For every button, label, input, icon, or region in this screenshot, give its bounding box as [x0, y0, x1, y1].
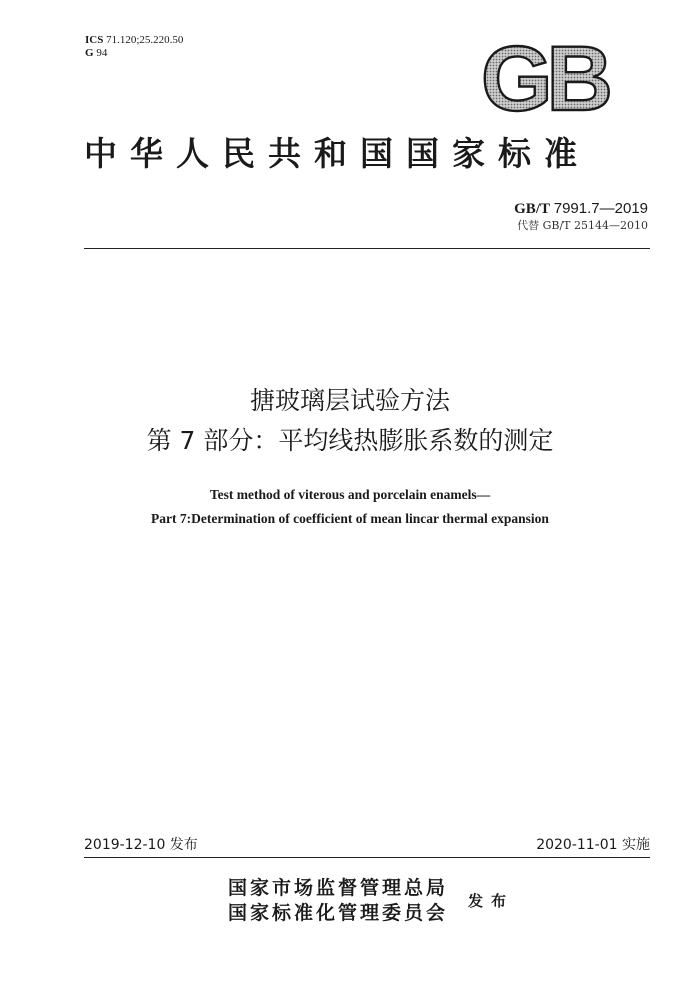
- title-en-line2: Part 7:Determination of coefficient of mean lincar thermal expansion: [151, 511, 549, 526]
- national-standard-title: 中华人民共和国国家标准: [84, 134, 590, 173]
- header-divider: [84, 248, 650, 249]
- footer-divider: [84, 857, 650, 858]
- issuer-sac: 国家标准化管理委员会: [228, 902, 449, 924]
- issuer-samr: 国家市场监督管理总局: [228, 877, 449, 899]
- ics-label: ICS: [85, 34, 104, 46]
- standard-number-value: 7991.7—2019: [553, 200, 648, 217]
- implementation-date: 2020-11-01 实施: [536, 837, 650, 853]
- classification-codes: [85, 34, 183, 60]
- issue-date: 2019-12-10 发布: [84, 837, 198, 853]
- standard-prefix: GB/T: [514, 201, 550, 217]
- title-cn-line2: 第 7 部分：平均线热膨胀系数的测定: [146, 426, 554, 455]
- ccs-code: [85, 47, 183, 60]
- replaces-standard: 代替 GB/T 25144—2010: [517, 219, 648, 232]
- ccs-value: 94: [96, 47, 108, 59]
- gb-logo-text: GB: [481, 40, 607, 116]
- ccs-label: G: [85, 47, 94, 59]
- title-cn-line1: 搪玻璃层试验方法: [249, 386, 450, 415]
- title-en-line1: Test method of viterous and porcelain enamels—: [209, 487, 491, 502]
- gb-logo: [474, 40, 614, 116]
- ics-code: [85, 34, 183, 47]
- issued-label: 发布: [468, 892, 515, 910]
- ics-value: 71.120;25.220.50: [106, 34, 184, 46]
- standard-number: [514, 200, 648, 218]
